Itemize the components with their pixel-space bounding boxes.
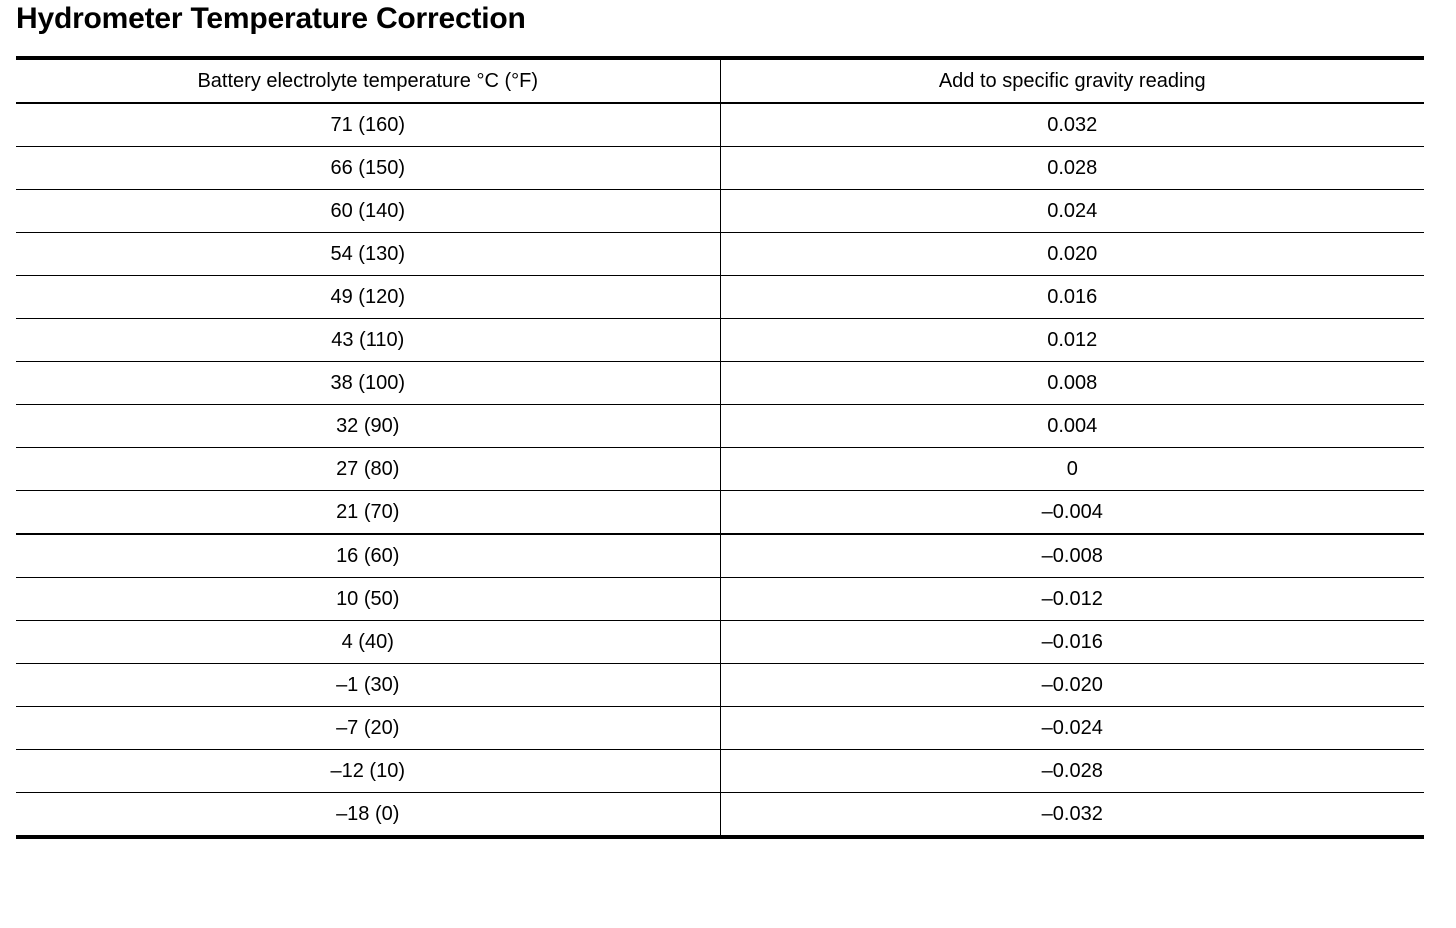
- correction-cell: –0.028: [720, 750, 1424, 793]
- header-temperature: Battery electrolyte temperature °C (°F): [16, 58, 720, 103]
- temperature-cell: 54 (130): [16, 233, 720, 276]
- correction-cell: –0.020: [720, 664, 1424, 707]
- table-row: [16, 233, 1424, 276]
- correction-cell: 0.004: [720, 405, 1424, 448]
- temperature-cell: 10 (50): [16, 578, 720, 621]
- temperature-cell: 27 (80): [16, 448, 720, 491]
- table-row: [16, 534, 1424, 578]
- correction-cell: 0.016: [720, 276, 1424, 319]
- table-row: [16, 405, 1424, 448]
- temperature-cell: 43 (110): [16, 319, 720, 362]
- temperature-cell: 21 (70): [16, 491, 720, 535]
- table-row: [16, 621, 1424, 664]
- temperature-cell: –1 (30): [16, 664, 720, 707]
- temperature-cell: 66 (150): [16, 147, 720, 190]
- table-row: [16, 491, 1424, 535]
- temperature-cell: –18 (0): [16, 793, 720, 838]
- correction-cell: 0.008: [720, 362, 1424, 405]
- correction-cell: 0.020: [720, 233, 1424, 276]
- table-row: [16, 707, 1424, 750]
- document-title: Hydrometer Temperature Correction: [16, 2, 526, 35]
- table-row: [16, 103, 1424, 147]
- temperature-cell: 4 (40): [16, 621, 720, 664]
- table-header: [16, 58, 1424, 103]
- temperature-cell: –7 (20): [16, 707, 720, 750]
- temperature-cell: 32 (90): [16, 405, 720, 448]
- correction-cell: –0.012: [720, 578, 1424, 621]
- table-body: [16, 103, 1424, 837]
- temperature-cell: 60 (140): [16, 190, 720, 233]
- table-row: [16, 362, 1424, 405]
- header-row: [16, 58, 1424, 103]
- table-row: [16, 793, 1424, 838]
- temperature-cell: –12 (10): [16, 750, 720, 793]
- correction-cell: 0.032: [720, 103, 1424, 147]
- correction-cell: –0.024: [720, 707, 1424, 750]
- temperature-cell: 16 (60): [16, 534, 720, 578]
- table-row: [16, 664, 1424, 707]
- correction-cell: 0.024: [720, 190, 1424, 233]
- table-row: [16, 276, 1424, 319]
- correction-cell: –0.016: [720, 621, 1424, 664]
- correction-cell: –0.032: [1041, 802, 1103, 825]
- table-row: [16, 750, 1424, 793]
- temperature-cell: 38 (100): [16, 362, 720, 405]
- table-row: [16, 578, 1424, 621]
- table-row: [16, 319, 1424, 362]
- correction-cell: 0: [720, 448, 1424, 491]
- temperature-cell: 71 (160): [16, 103, 720, 147]
- table-row: [16, 190, 1424, 233]
- header-correction: Add to specific gravity reading: [720, 58, 1424, 103]
- table-row: [16, 147, 1424, 190]
- correction-cell: –0.004: [720, 491, 1424, 535]
- hydrometer-correction-table: [16, 56, 1424, 839]
- correction-cell: –0.008: [720, 534, 1424, 578]
- correction-cell: 0.012: [720, 319, 1424, 362]
- temperature-cell: 49 (120): [16, 276, 720, 319]
- correction-cell: 0.028: [720, 147, 1424, 190]
- table-row: [16, 448, 1424, 491]
- correction-table-container: [16, 56, 1424, 839]
